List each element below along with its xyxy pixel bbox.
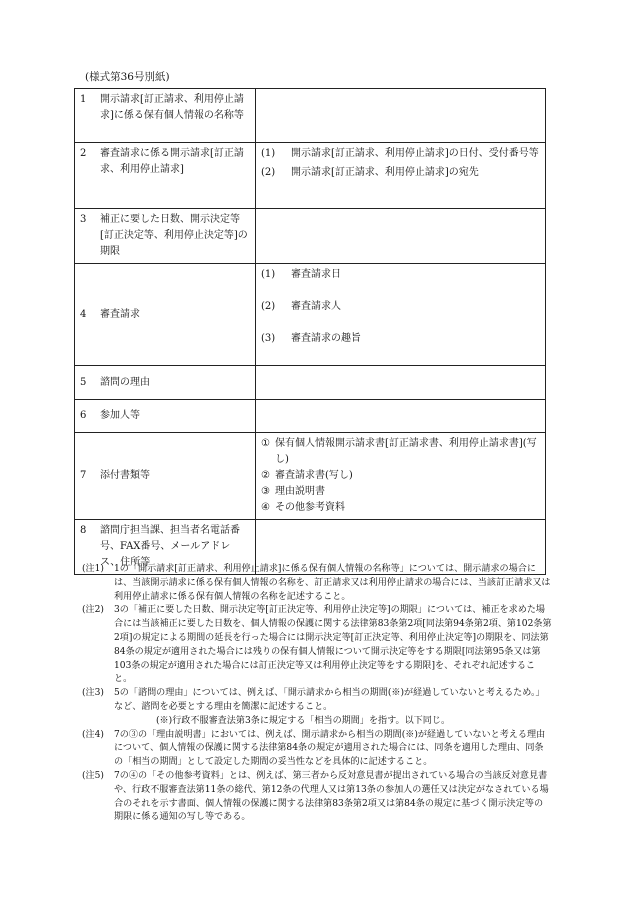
note-label: (注5) (82, 770, 104, 781)
item-number: ① (261, 438, 270, 449)
note-text: 5の「諮問の理由」については、例えば、「開示請求から相当の期間(※)が経過していないと考えるため。」など、諮問を必要とする理由を簡潔に記述すること。 (114, 688, 545, 712)
table-row (75, 264, 546, 366)
row-label-cell (75, 400, 256, 433)
row-value-cell (256, 209, 546, 264)
row-label: 補正に要した日数、開示決定等[訂正決定等、利用停止決定等]の期限 (100, 214, 248, 257)
notes-section (82, 563, 552, 825)
item-text: 審査請求人 (291, 301, 341, 312)
row-value-cell (256, 89, 546, 143)
row-label-cell (75, 264, 256, 366)
row-label: 諮問庁担当課、担当者名電話番号、FAX番号、メールアドレス、住所等 (100, 525, 240, 568)
row-label-cell (75, 366, 256, 400)
row-label: 参加人等 (100, 410, 140, 421)
table-row (75, 433, 546, 520)
form-title: (様式第36号別紙) (85, 71, 170, 83)
note-text: 1の「開示請求[訂正請求、利用停止請求]に係る保有個人情報の名称等」については、開示請求の場合には、当該開示請求に係る保有個人情報の名称を、訂正請求又は利用停止請求の場合には、当該訂正請求又は利用停止請求に係る保有個人情報の名称を記述すること。 (114, 564, 551, 602)
note-text: 7の③の「理由説明書」においては、例えば、開示請求から相当の期間(※)が経過していないと考える理由について、個人情報の保護に関する法律第84条の規定が適用された場合には、同条を適用した理由、同条の「相当の期間」として設定した期間の妥当性などを具体的に記述すること。 (114, 729, 546, 768)
row-number: 8 (80, 525, 87, 536)
item-number: (2) (261, 301, 276, 312)
table-row (75, 400, 546, 433)
row-value-cell (256, 433, 546, 520)
item-text: 保有個人情報開示請求書[訂正請求書、利用停止請求書](写し) (275, 438, 537, 465)
row-label-cell (75, 209, 256, 264)
row-label: 開示請求[訂正請求、利用停止請求]に係る保有個人情報の名称等 (100, 94, 244, 121)
row-label-cell (75, 143, 256, 209)
note-item (82, 770, 552, 825)
note-label: (注4) (82, 729, 104, 740)
form-table (74, 88, 546, 575)
item-number: (1) (261, 148, 276, 159)
item-number: (1) (261, 269, 276, 280)
item-text: 開示請求[訂正請求、利用停止請求]の日付、受付番号等 (291, 148, 539, 159)
row-label: 審査請求に係る開示請求[訂正請求、利用停止請求] (100, 148, 244, 175)
note-label: (注3) (82, 688, 104, 699)
item-text: 審査請求書(写し) (275, 470, 353, 481)
table-row (75, 89, 546, 143)
row-number: 6 (80, 410, 87, 421)
row-label-cell (75, 89, 256, 143)
row-number: 1 (80, 94, 87, 105)
note-item (82, 729, 552, 770)
item-number: ③ (261, 486, 270, 497)
note-text: 3の「補正に要した日数、開示決定等[訂正決定等、利用停止決定等]の期限」については、補正を求めた場合には当該補正に要した日数を、個人情報の保護に関する法律第83条第2項[同法第94条第2項、第102条第2項]の規定による期間の延長を行った場合には開示決定等[訂正決定等、利用停止決定等]の期限を、同法第84条の規定が適用された場合には残りの保有個人情報について開示決定等をする期限[同法第95条又は第103条の規定が適用された場合には訂正決定等又は利用停止決定等をする期限]を、それぞれ記述すること。 (114, 605, 552, 685)
sub-note: (※)行政不服審査法第3条に規定する「相当の期間」を指す。以下同じ。 (156, 715, 451, 726)
row-number: 4 (80, 308, 87, 320)
table-row (75, 366, 546, 400)
row-number: 3 (80, 214, 87, 225)
item-text: その他参考資料 (275, 502, 345, 513)
note-text: 7の④の「その他参考資料」とは、例えば、第三者から反対意見書が提出されている場合の当該反対意見書や、行政不服審査法第11条の総代、第12条の代理人又は第13条の参加人の選任又は決定がなされている場合のそれを示す書面、個人情報の保護に関する法律第83条第2項又は第84条の規定に基づく開示決定等の期限に係る通知の写し等である。 (114, 770, 549, 823)
table-row (75, 143, 546, 209)
item-text: 審査請求の趣旨 (291, 333, 361, 344)
item-number: ② (261, 470, 270, 481)
note-label: (注1) (82, 564, 104, 574)
row-value-cell (256, 143, 546, 209)
row-value-cell (256, 264, 546, 366)
item-text: 開示請求[訂正請求、利用停止請求]の宛先 (291, 167, 479, 178)
row-label: 添付書類等 (100, 470, 150, 481)
row-value-cell (256, 366, 546, 400)
item-number: (2) (261, 167, 276, 178)
row-number: 2 (80, 148, 87, 159)
row-number: 5 (80, 376, 87, 388)
note-item (82, 563, 552, 604)
item-number: (3) (261, 333, 276, 344)
row-number: 7 (80, 470, 87, 481)
row-value-cell (256, 400, 546, 433)
note-label: (注2) (82, 605, 104, 616)
row-label-cell (75, 433, 256, 520)
note-item (82, 687, 552, 715)
item-text: 理由説明書 (275, 486, 325, 497)
table-row (75, 209, 546, 264)
note-item (82, 604, 552, 687)
row-label: 諮問の理由 (100, 376, 150, 388)
row-label: 審査請求 (100, 308, 140, 320)
item-text: 審査請求日 (291, 269, 341, 280)
item-number: ④ (261, 502, 270, 513)
